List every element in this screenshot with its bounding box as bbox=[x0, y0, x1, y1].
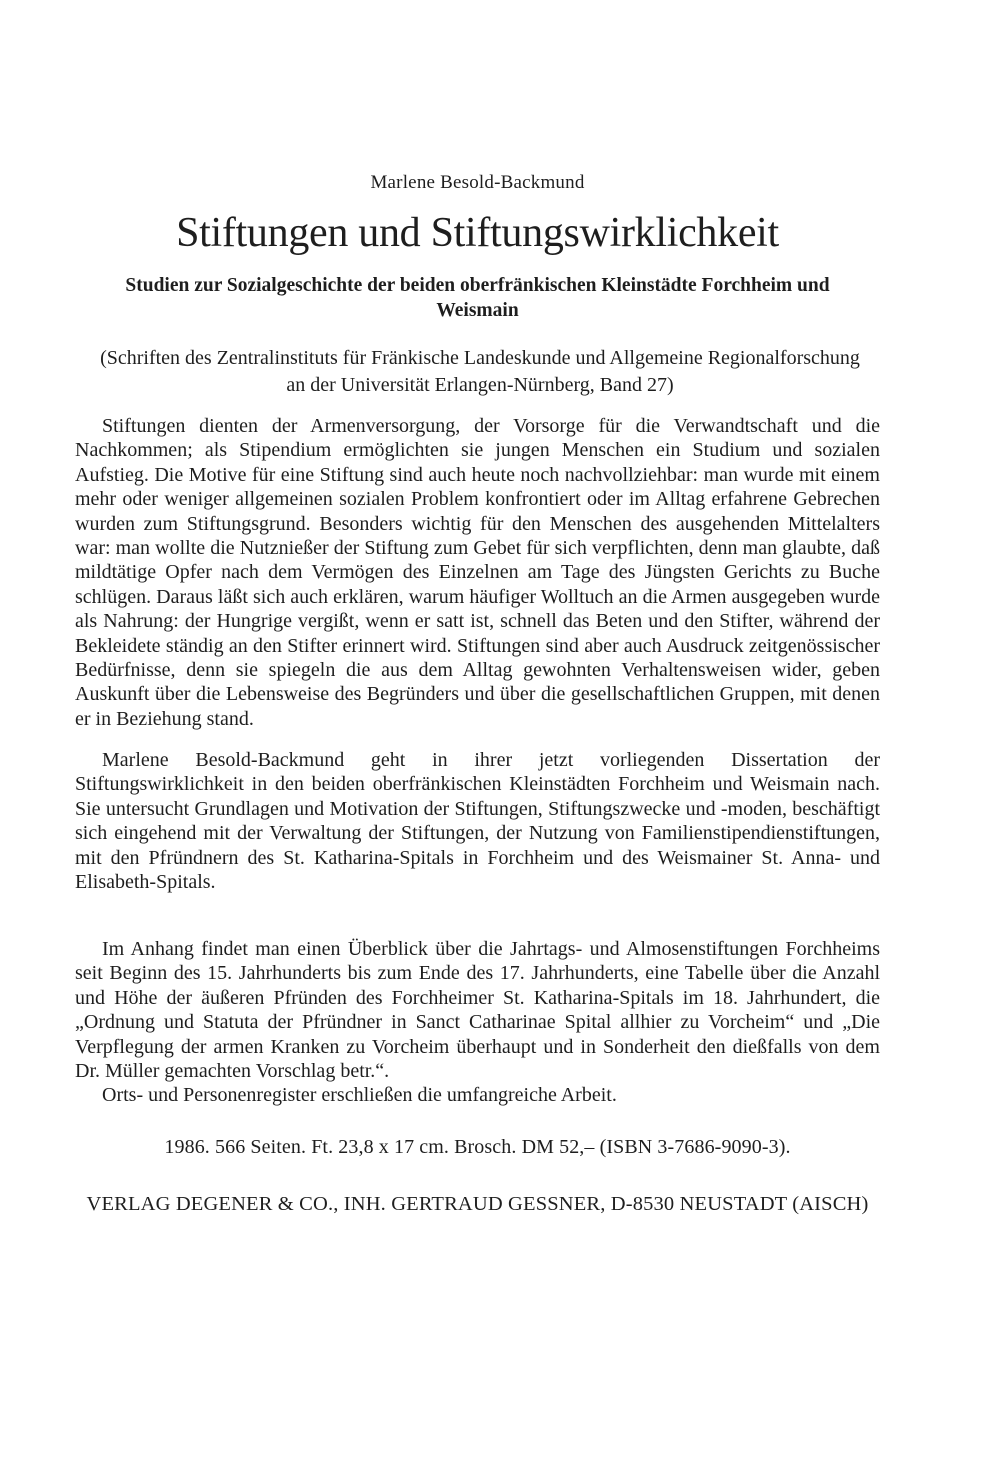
publication-details: 1986. 566 Seiten. Ft. 23,8 x 17 cm. Brosch. DM 52,– (ISBN 3-7686-9090-3). bbox=[164, 1136, 791, 1158]
series-note: (Schriften des Zentralinstituts für Fränkische Landeskunde und Allgemeine Regionalforschung an der Universität Erlangen-Nürnberg, Band 27) bbox=[100, 347, 860, 396]
book-subtitle: Studien zur Sozialgeschichte der beiden oberfränkischen Kleinstädte Forchheim und Weismain bbox=[125, 275, 830, 321]
publisher-line: VERLAG DEGENER & CO., INH. GERTRAUD GESSNER, D-8530 NEUSTADT (AISCH) bbox=[86, 1193, 869, 1215]
author-name: Marlene Besold-Backmund bbox=[370, 172, 585, 193]
closing-line: Orts- und Personenregister erschließen die umfangreiche Arbeit. bbox=[102, 1084, 617, 1106]
book-title: Stiftungen und Stiftungswirklichkeit bbox=[176, 210, 779, 256]
description-paragraph: Marlene Besold-Backmund geht in ihrer jetzt vorliegenden Dissertation der Stiftungswirklichkeit in den beiden oberfränkischen Kleinstädten Forchheim und Weismain nach. Sie untersucht Grundlagen und Motivation der Stiftungen, Stiftungszwecke und -moden, beschäftigt sich eingehend mit der Verwaltung der Stiftungen, der Nutzung von Familienstipendienstiftungen, mit den Pfründnern des St. Katharina-Spitals in Forchheim und des Weismainer St. Anna- und Elisabeth-Spitals. bbox=[75, 749, 880, 894]
description-paragraph: Im Anhang findet man einen Überblick über die Jahrtags- und Almosenstiftungen Forchheims seit Beginn des 15. Jahrhunderts bis zum Ende des 17. Jahrhunderts, eine Tabelle über die Anzahl und Höhe der äußeren Pfründen des Forchheimer St. Katharina-Spitals im 18. Jahrhundert, die „Ordnung und Statuta der Pfründner in Sanct Catharinae Spital allhier zu Vorcheim“ und „Die Verpflegung der armen Kranken zu Vorcheim überhaupt und in Sonderheit den dießfalls von dem Dr. Müller gemachten Vorschlag betr.“. bbox=[75, 938, 880, 1083]
description-paragraph: Stiftungen dienten der Armenversorgung, der Vorsorge für die Verwandtschaft und die Nachkommen; als Stipendium ermöglichten sie jungen Menschen ein Studium und sozialen Aufstieg. Die Motive für eine Stiftung sind auch heute noch nachvollziehbar: man wurde mit einem mehr oder weniger allgemeinen sozialen Problem konfrontiert oder im Alltag erfahrene Gebrechen wurden zum Stiftungsgrund. Besonders wichtig für den Menschen des ausgehenden Mittelalters war: man wollte die Nutznießer der Stiftung zum Gebet für sich verpflichten, denn man glaubte, daß mildtätige Opfer nach dem Vermögen des Einzelnen am Tage des Jüngsten Gerichts zu Buche schlügen. Daraus läßt sich auch erklären, warum häufiger Wolltuch an die Armen ausgegeben wurde als Nahrung: der Hungrige vergißt, wenn er satt ist, schnell das Beten und den Stifter, während der Bekleidete ständig an den Stifter erinnert wird. Stiftungen sind aber auch Ausdruck zeitgenössischer Bedürfnisse, denn sie spiegeln die aus dem Alltag gewohnten Verhaltensweisen wider, geben Auskunft über die Lebensweise des Begründers und über die gesellschaftlichen Gruppen, mit denen er in Beziehung stand. bbox=[75, 415, 880, 730]
